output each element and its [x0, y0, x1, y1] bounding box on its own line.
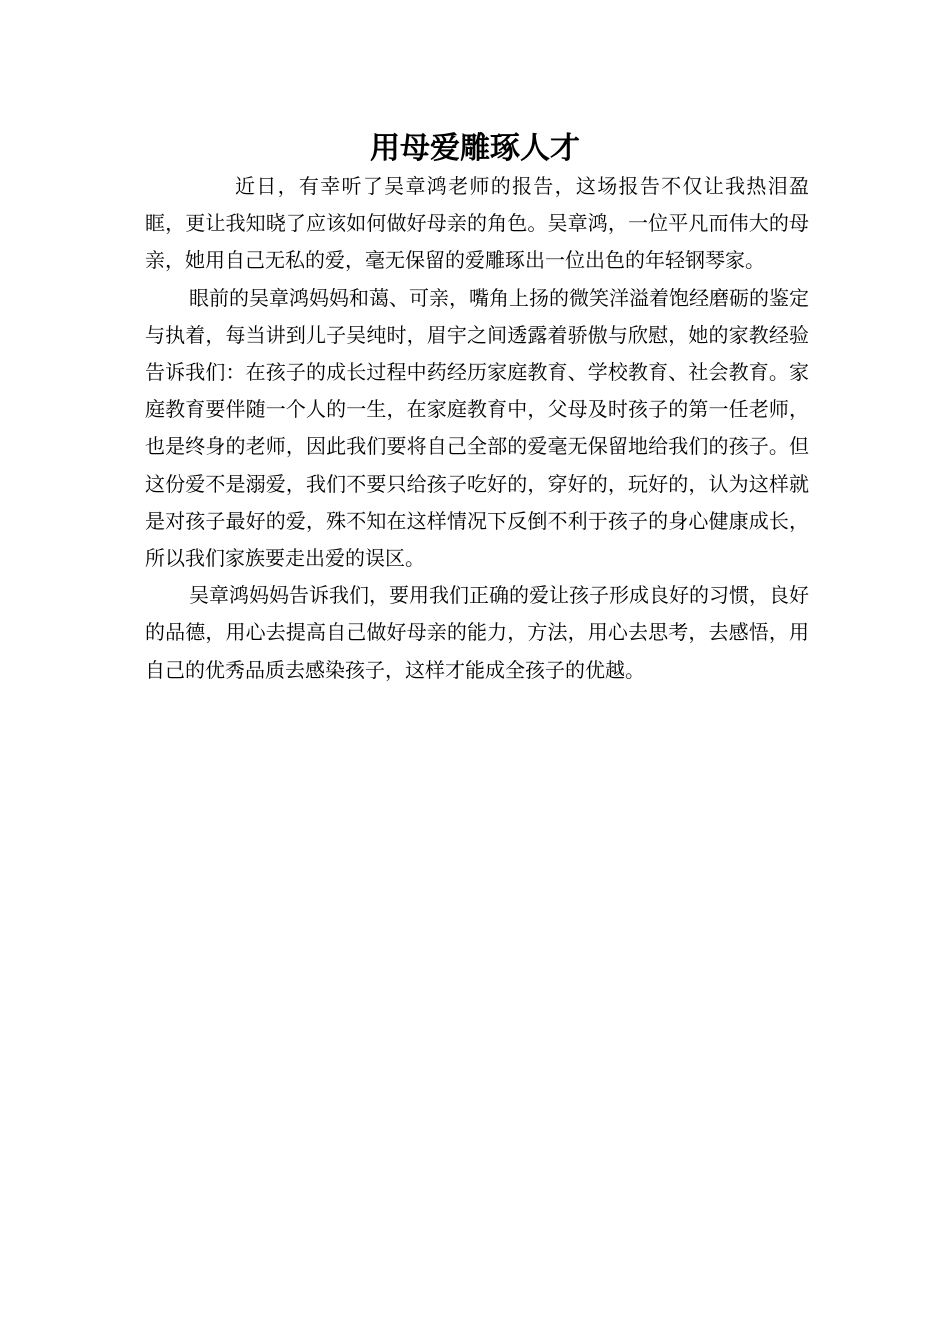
paragraph-1: 近日，有幸听了吴章鸿老师的报告，这场报告不仅让我热泪盈眶，更让我知晓了应该如何做好母亲的角色。吴章鸿，一位平凡而伟大的母亲，她用自己无私的爱，毫无保留的爱雕琢出一位出色的年轻钢琴家。 — [145, 174, 809, 273]
paragraph-3: 吴章鸿妈妈告诉我们，要用我们正确的爱让孩子形成良好的习惯，良好的品德，用心去提高自己做好母亲的能力，方法，用心去思考，去感悟，用自己的优秀品质去感染孩子，这样才能成全孩子的优越。 — [145, 583, 809, 682]
document-title: 用母爱雕琢人才 — [370, 131, 580, 166]
paragraph-2: 眼前的吴章鸿妈妈和蔼、可亲，嘴角上扬的微笑洋溢着饱经磨砺的鉴定与执着，每当讲到儿子吴纯时，眉宇之间透露着骄傲与欣慰，她的家教经验告诉我们：在孩子的成长过程中药经历家庭教育、学校教育、社会教育。家庭教育要伴随一个人的一生，在家庭教育中，父母及时孩子的第一任老师，也是终身的老师，因此我们要将自己全部的爱毫无保留地给我们的孩子。但这份爱不是溺爱，我们不要只给孩子吃好的，穿好的，玩好的，认为这样就是对孩子最好的爱，殊不知在这样情况下反倒不利于孩子的身心健康成长，所以我们家族要走出爱的误区。 — [145, 285, 809, 571]
document-body — [145, 168, 809, 689]
